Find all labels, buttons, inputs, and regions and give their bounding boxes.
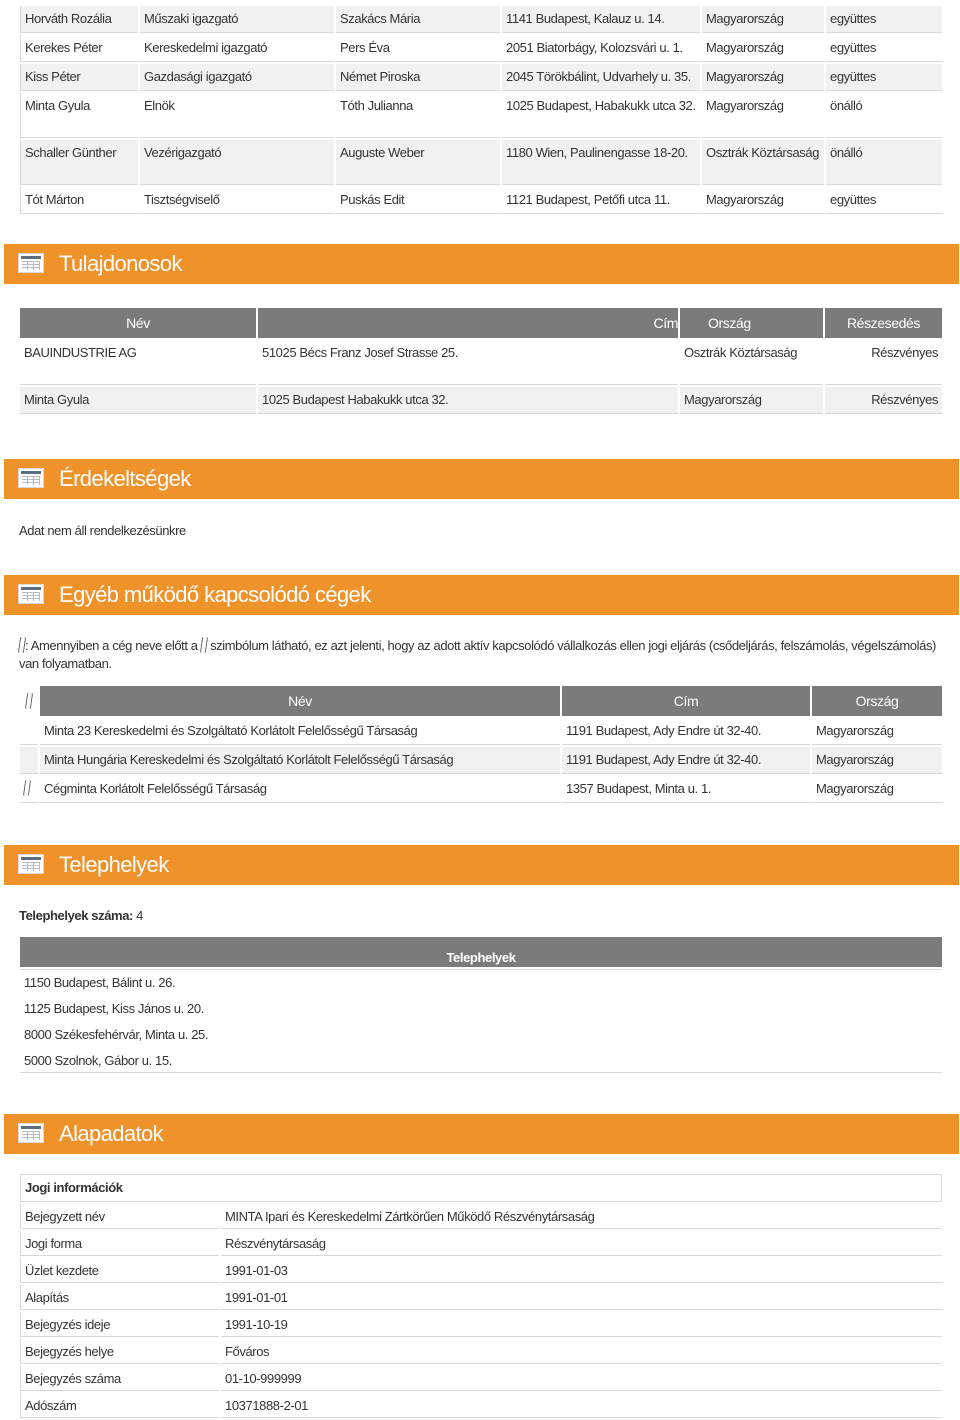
officer-signing: együttes [826, 35, 942, 62]
note-part-a: : Amennyiben a cég neve előtt a [25, 638, 198, 653]
field-value: 1991-10-19 [221, 1312, 942, 1337]
officer-role: Vezérigazgató [140, 140, 334, 185]
column-header-flag [20, 686, 38, 716]
column-header-name: Név [40, 686, 560, 716]
legal-info-header: Jogi információk [20, 1174, 942, 1202]
table-row [20, 1366, 942, 1391]
officer-role: Gazdasági igazgató [140, 64, 334, 91]
officer-country: Magyarország [702, 64, 824, 91]
officer-country: Magyarország [702, 35, 824, 62]
owner-country: Magyarország [680, 387, 823, 414]
section-title: Telephelyek [59, 852, 169, 877]
officer-mother-name: Puskás Edit [336, 187, 500, 214]
company-name: Minta Hungária Kereskedelmi és Szolgáltató Korlátolt Felelősségű Társaság [40, 747, 560, 774]
officer-signing: együttes [826, 64, 942, 91]
officer-mother-name: Szakács Mária [336, 6, 500, 33]
officer-role: Műszaki igazgató [140, 6, 334, 33]
sites-count-value: 4 [136, 908, 144, 923]
column-header-name: Név [20, 308, 256, 338]
section-title: Alapadatok [59, 1121, 164, 1146]
table-row [20, 996, 942, 1020]
officer-signing: együttes [826, 187, 942, 214]
owner-address: 1025 Budapest Habakukk utca 32. [258, 387, 678, 414]
table-row [20, 718, 942, 745]
field-label: Bejegyzés száma [20, 1366, 219, 1391]
company-country: Magyarország [812, 776, 942, 803]
flag-cell [20, 718, 38, 745]
column-header-country: Ország [812, 686, 942, 716]
column-header-address: Cím [562, 686, 810, 716]
officer-country: Magyarország [702, 187, 824, 214]
officer-signing: önálló [826, 93, 942, 138]
officer-address: 1025 Budapest, Habakukk utca 32. [502, 93, 700, 138]
officer-role: Tisztségviselő [140, 187, 334, 214]
company-country: Magyarország [812, 747, 942, 774]
table-row [20, 1258, 942, 1283]
officer-address: 1141 Budapest, Kalauz u. 14. [502, 6, 700, 33]
company-name: Cégminta Korlátolt Felelősségű Társaság [40, 776, 560, 803]
site-address: 1150 Budapest, Bálint u. 26. [20, 969, 942, 994]
officer-name: Minta Gyula [20, 93, 138, 138]
officer-role: Kereskedelmi igazgató [140, 35, 334, 62]
table-row [20, 1048, 942, 1073]
section-title: Érdekeltségek [59, 466, 191, 491]
owner-name: BAUINDUSTRIE AG [20, 340, 256, 385]
officer-country: Osztrák Köztársaság [702, 140, 824, 185]
note-part-b: szimbólum látható, ez azt jelenti, hogy az adott aktív kapcsolódó vállalkozás ellen jogi eljárás (csődeljárás, felszámolás, [210, 638, 849, 653]
no-data-text: Adat nem áll rendelkezésünkre [19, 523, 186, 538]
officers-table [18, 4, 944, 216]
basic-data-section-header [4, 1114, 959, 1154]
officer-country: Magyarország [702, 6, 824, 33]
table-row [20, 93, 942, 138]
sites-table [18, 935, 944, 1075]
sites-section-header [4, 845, 959, 885]
site-address: 1125 Budapest, Kiss János u. 20. [20, 996, 942, 1020]
table-row [20, 747, 942, 774]
legal-proceedings-icon [25, 693, 33, 709]
officer-address: 1180 Wien, Paulinengasse 18-20. [502, 140, 700, 185]
field-value: MINTA Ipari és Kereskedelmi Zártkörűen Működő Részvénytársaság [221, 1204, 942, 1229]
table-row [20, 1285, 942, 1310]
field-label: Bejegyzés ideje [20, 1312, 219, 1337]
officer-name: Horváth Rozália [20, 6, 138, 33]
legal-proceedings-icon [200, 637, 208, 653]
flag-cell [20, 747, 38, 774]
table-row [20, 64, 942, 91]
officer-country: Magyarország [702, 93, 824, 138]
table-header-row [20, 1174, 942, 1202]
officer-name: Tót Márton [20, 187, 138, 214]
company-country: Magyarország [812, 718, 942, 745]
column-header-country: Ország [680, 308, 823, 338]
field-label: Bejegyzett név [20, 1204, 219, 1229]
table-row [20, 1393, 942, 1418]
flag-cell [20, 776, 38, 803]
related-section-header [4, 575, 959, 615]
field-value: Főváros [221, 1339, 942, 1364]
table-icon [18, 253, 44, 273]
officer-mother-name: Auguste Weber [336, 140, 500, 185]
table-row [20, 6, 942, 33]
sites-count-label: Telephelyek száma: [19, 908, 133, 923]
section-title: Tulajdonosok [59, 251, 182, 276]
owner-country: Osztrák Köztársaság [680, 340, 823, 385]
table-row [20, 1022, 942, 1046]
table-row [20, 776, 942, 803]
officer-role: Elnök [140, 93, 334, 138]
table-row [20, 35, 942, 62]
officer-signing: önálló [826, 140, 942, 185]
legal-proceedings-note [19, 637, 939, 673]
officer-mother-name: Pers Éva [336, 35, 500, 62]
legal-info-table [18, 1172, 944, 1420]
table-icon [18, 854, 44, 874]
table-icon [18, 584, 44, 604]
table-row [20, 340, 942, 385]
field-label: Jogi forma [20, 1231, 219, 1256]
owners-table [18, 306, 944, 416]
field-value: 1991-01-03 [221, 1258, 942, 1283]
company-name: Minta 23 Kereskedelmi és Szolgáltató Korlátolt Felelősségű Társaság [40, 718, 560, 745]
interests-section-header [4, 459, 959, 499]
table-row [20, 1231, 942, 1256]
sites-count [19, 907, 143, 925]
table-row [20, 1312, 942, 1337]
table-row [20, 387, 942, 414]
officer-address: 1121 Budapest, Petőfi utca 11. [502, 187, 700, 214]
officer-mother-name: Tóth Julianna [336, 93, 500, 138]
legal-proceedings-icon [23, 780, 31, 796]
owner-share: Részvényes [825, 340, 942, 385]
officer-address: 2051 Biatorbágy, Kolozsvári u. 1. [502, 35, 700, 62]
field-value: 01-10-999999 [221, 1366, 942, 1391]
company-address: 1191 Budapest, Ady Endre út 32-40. [562, 747, 810, 774]
field-value: Részvénytársaság [221, 1231, 942, 1256]
table-row [20, 187, 942, 214]
company-address: 1191 Budapest, Ady Endre út 32-40. [562, 718, 810, 745]
owner-share: Részvényes [825, 387, 942, 414]
column-header-address: Cím [258, 308, 678, 338]
site-address: 5000 Szolnok, Gábor u. 15. [20, 1048, 942, 1073]
owner-name: Minta Gyula [20, 387, 256, 414]
field-label: Üzlet kezdete [20, 1258, 219, 1283]
table-row [20, 969, 942, 994]
table-row [20, 140, 942, 185]
owner-address: 51025 Bécs Franz Josef Strasse 25. [258, 340, 678, 385]
related-companies-table [18, 684, 944, 805]
table-row [20, 1339, 942, 1364]
officer-mother-name: Német Piroska [336, 64, 500, 91]
field-label: Bejegyzés helye [20, 1339, 219, 1364]
section-title: Egyéb működő kapcsolódó cégek [59, 582, 371, 607]
officer-address: 2045 Törökbálint, Udvarhely u. 35. [502, 64, 700, 91]
officer-signing: együttes [826, 6, 942, 33]
field-value: 10371888-2-01 [221, 1393, 942, 1418]
table-icon [18, 468, 44, 488]
owners-section-header [4, 244, 959, 284]
officer-name: Kerekes Péter [20, 35, 138, 62]
company-address: 1357 Budapest, Minta u. 1. [562, 776, 810, 803]
officer-name: Kiss Péter [20, 64, 138, 91]
field-label: Adószám [20, 1393, 219, 1418]
field-label: Alapítás [20, 1285, 219, 1310]
column-header-share: Részesedés [825, 308, 942, 338]
table-row [20, 1204, 942, 1229]
officer-name: Schaller Günther [20, 140, 138, 185]
column-header-sites: Telephelyek [20, 937, 942, 967]
table-icon [18, 1123, 44, 1143]
note-part-c: végelszámolás) van folyamatban. [19, 638, 936, 671]
field-value: 1991-01-01 [221, 1285, 942, 1310]
site-address: 8000 Székesfehérvár, Minta u. 25. [20, 1022, 942, 1046]
